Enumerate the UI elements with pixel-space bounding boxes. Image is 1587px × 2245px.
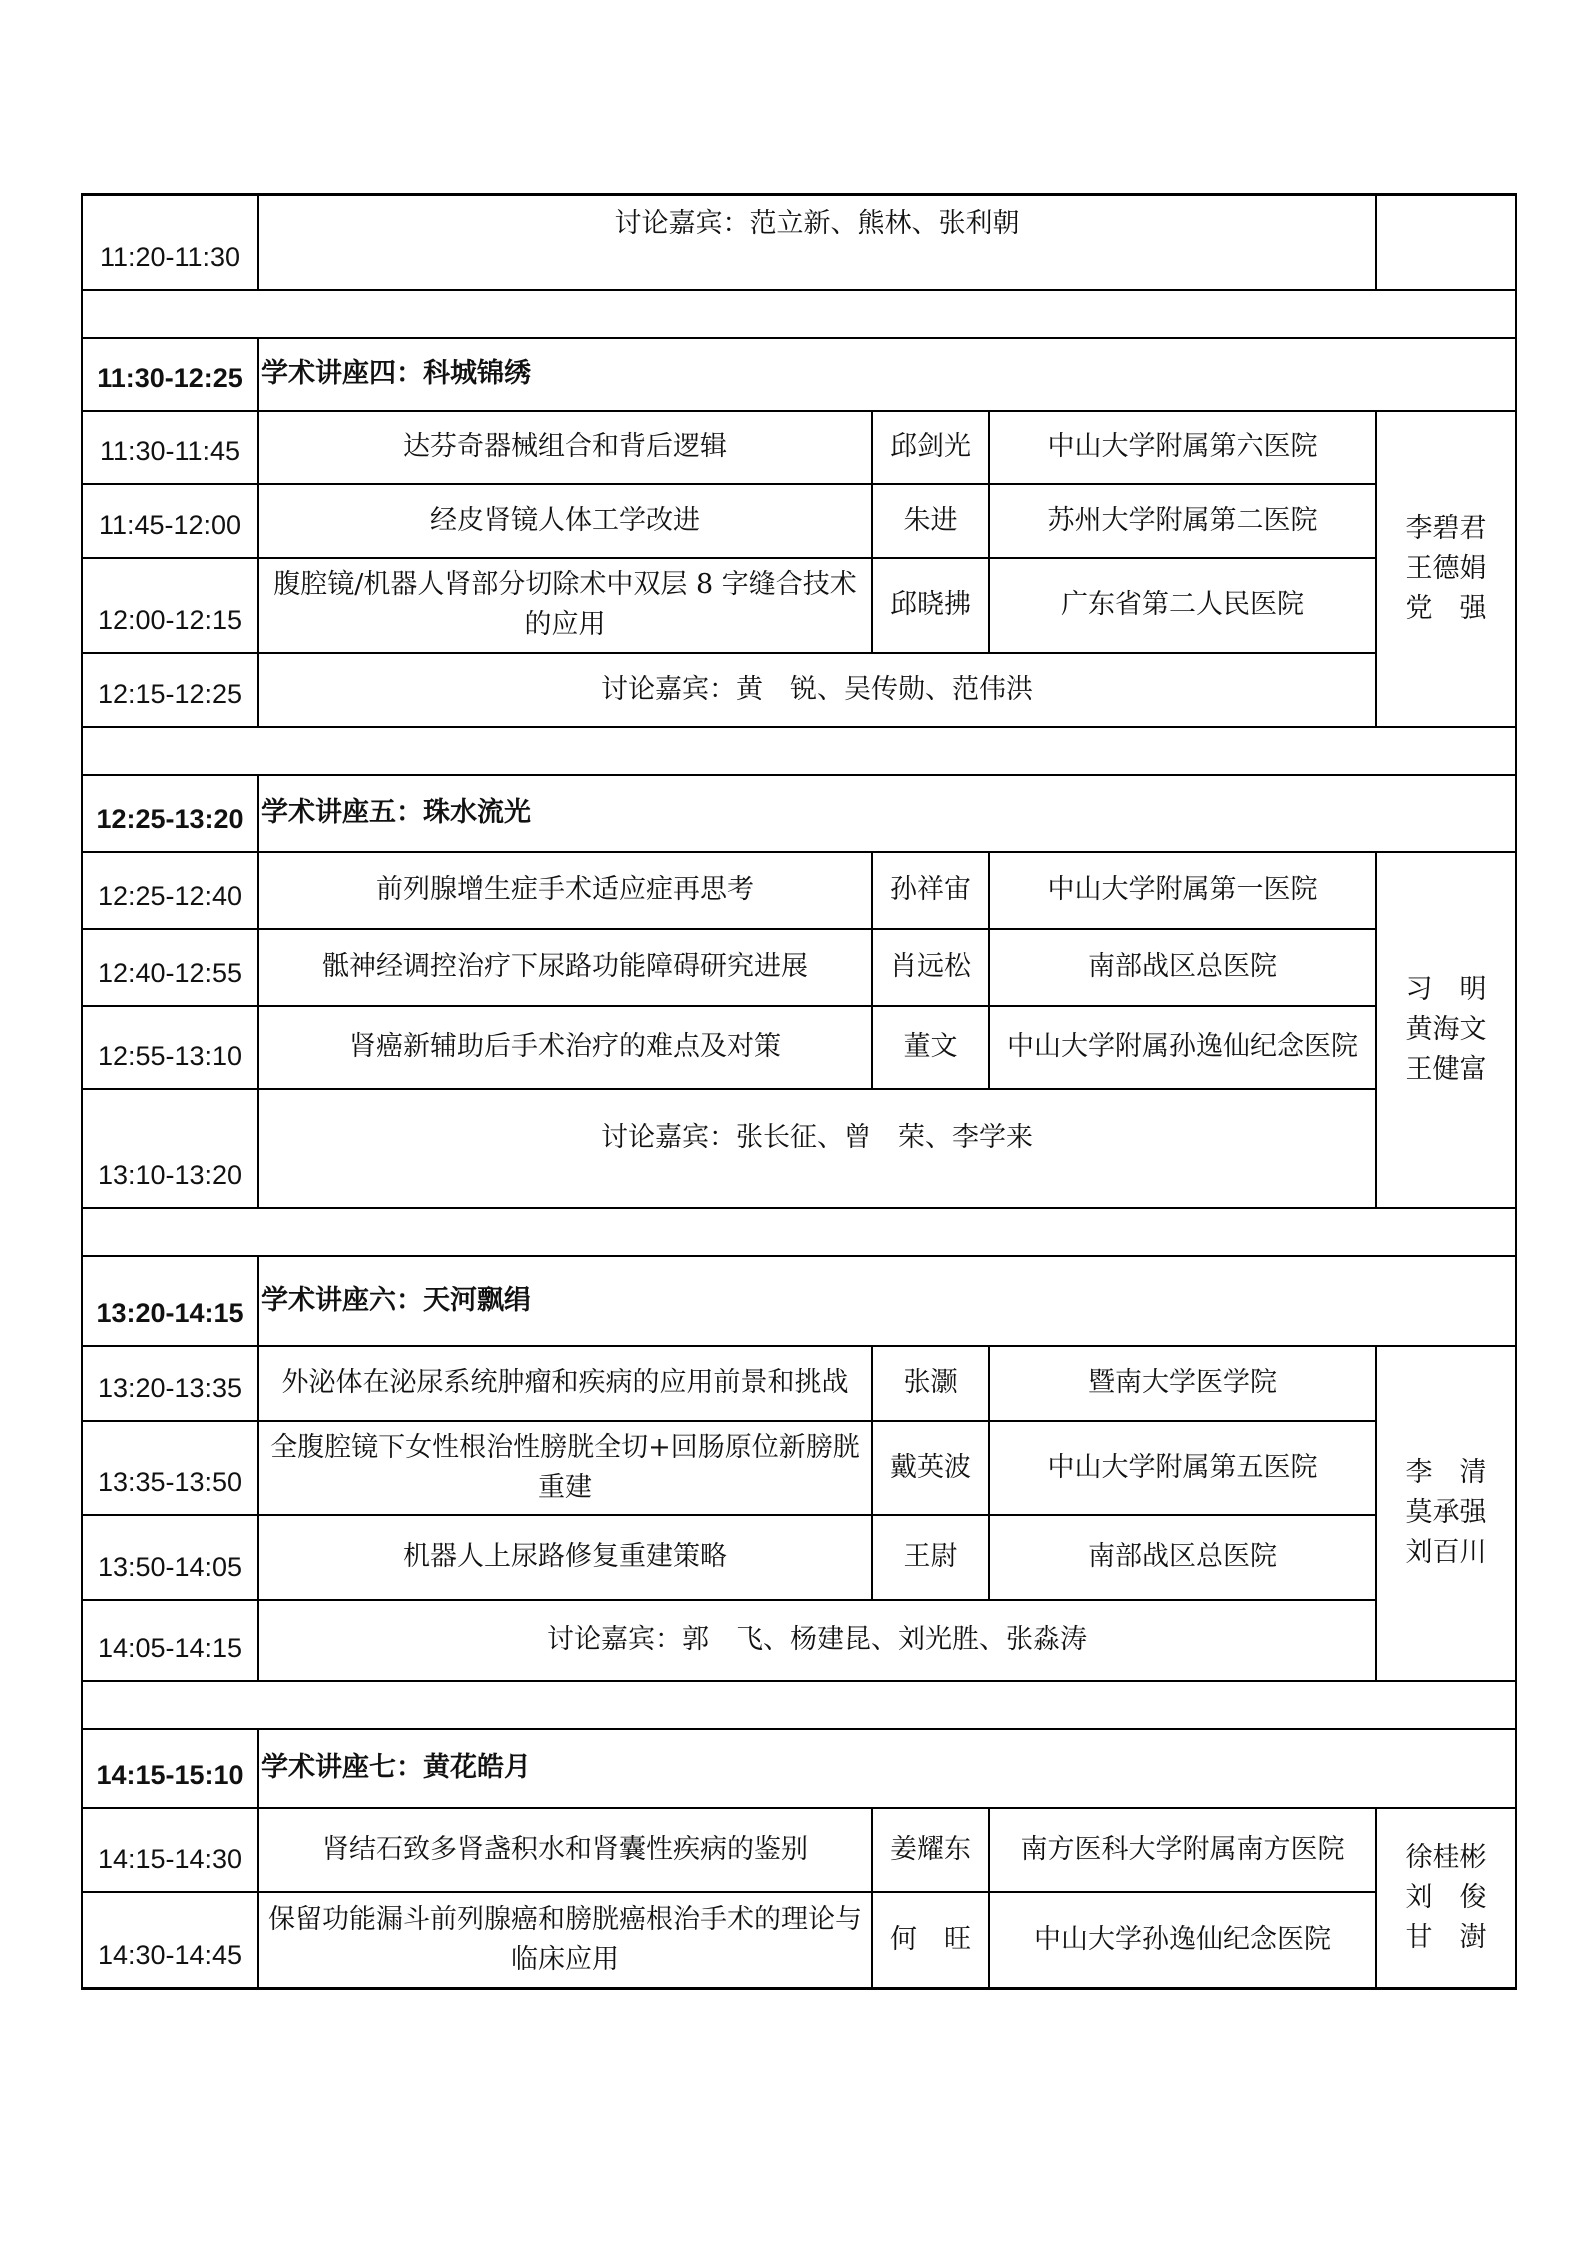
spacer-row [82,727,1516,775]
talk-title: 腹腔镜/机器人肾部分切除术中双层 8 字缝合技术的应用 [258,558,872,653]
table-row [82,1892,1516,1989]
time-cell: 13:20-13:35 [82,1346,258,1421]
table-row [82,411,1516,484]
session-header-row [82,338,1516,411]
spacer-row [82,1208,1516,1256]
moderator-name: 习 明 [1405,973,1487,1005]
time-cell: 12:25-12:40 [82,852,258,929]
time-cell: 13:35-13:50 [82,1421,258,1515]
table-row [82,1515,1516,1600]
speaker-name: 王尉 [872,1515,989,1600]
time-cell: 13:50-14:05 [82,1515,258,1600]
speaker-name: 邱剑光 [872,411,989,484]
table-row [82,1600,1516,1681]
time-cell: 14:05-14:15 [82,1600,258,1681]
hospital-name: 暨南大学医学院 [989,1346,1376,1421]
speaker-name: 姜耀东 [872,1808,989,1892]
moderators-cell [1376,1346,1516,1681]
time-cell: 14:30-14:45 [82,1892,258,1989]
moderator-name: 刘百川 [1405,1537,1487,1568]
hospital-name: 南方医科大学附属南方医院 [989,1808,1376,1892]
speaker-name: 何 旺 [872,1892,989,1989]
session-time: 12:25-13:20 [82,775,258,852]
table-row [82,929,1516,1006]
time-cell: 11:30-11:45 [82,411,258,484]
session-title: 学术讲座七：黄花皓月 [258,1729,1516,1808]
speaker-name: 孙祥宙 [872,852,989,929]
moderator-name: 徐桂彬 [1405,1841,1487,1873]
speaker-name: 朱进 [872,484,989,558]
moderator-name: 刘 俊 [1405,1881,1487,1913]
time-cell: 12:40-12:55 [82,929,258,1006]
hospital-name: 南部战区总医院 [989,929,1376,1006]
hospital-name: 南部战区总医院 [989,1515,1376,1600]
moderator-name: 党 强 [1405,592,1487,624]
talk-title: 机器人上尿路修复重建策略 [258,1515,872,1600]
moderators-cell [1376,852,1516,1208]
discussion-guests: 讨论嘉宾：黄 锐、吴传勋、范伟洪 [258,653,1376,727]
talk-title: 骶神经调控治疗下尿路功能障碍研究进展 [258,929,872,1006]
spacer-row [82,290,1516,338]
talk-title: 外泌体在泌尿系统肿瘤和疾病的应用前景和挑战 [258,1346,872,1421]
talk-title: 前列腺增生症手术适应症再思考 [258,852,872,929]
hospital-name: 苏州大学附属第二医院 [989,484,1376,558]
table-row [82,1089,1516,1208]
time-cell: 12:55-13:10 [82,1006,258,1089]
session-time: 13:20-14:15 [82,1256,258,1346]
talk-title: 肾癌新辅助后手术治疗的难点及对策 [258,1006,872,1089]
session-title: 学术讲座四：科城锦绣 [258,338,1516,411]
session-header-row [82,1256,1516,1346]
hospital-name: 广东省第二人民医院 [989,558,1376,653]
table-row [82,1006,1516,1089]
talk-title: 全腹腔镜下女性根治性膀胱全切+回肠原位新膀胱重建 [258,1421,872,1515]
speaker-name: 张灏 [872,1346,989,1421]
moderators-cell [1376,1808,1516,1989]
table-row [82,852,1516,929]
table-row [82,558,1516,653]
time-cell: 14:15-14:30 [82,1808,258,1892]
session-header-row [82,1729,1516,1808]
discussion-guests: 讨论嘉宾：张长征、曾 荣、李学来 [258,1089,1376,1208]
speaker-name: 戴英波 [872,1421,989,1515]
schedule-table [81,193,1517,1990]
discussion-guests: 讨论嘉宾：郭 飞、杨建昆、刘光胜、张淼涛 [258,1600,1376,1681]
hospital-name: 中山大学附属第六医院 [989,411,1376,484]
session-header-row [82,775,1516,852]
hospital-name: 中山大学附属第一医院 [989,852,1376,929]
speaker-name: 邱晓拂 [872,558,989,653]
table-row [82,653,1516,727]
table-row [82,484,1516,558]
time-cell: 12:00-12:15 [82,558,258,653]
session-time: 14:15-15:10 [82,1729,258,1808]
hospital-name: 中山大学孙逸仙纪念医院 [989,1892,1376,1989]
talk-title: 达芬奇器械组合和背后逻辑 [258,411,872,484]
moderator-name: 莫承强 [1405,1497,1487,1528]
session-time: 11:30-12:25 [82,338,258,411]
time-cell: 13:10-13:20 [82,1089,258,1208]
spacer-row [82,1681,1516,1729]
hospital-name: 中山大学附属孙逸仙纪念医院 [989,1006,1376,1089]
moderator-name: 黄海文 [1405,1013,1487,1045]
moderators-cell [1376,411,1516,727]
time-cell: 11:45-12:00 [82,484,258,558]
time-cell: 12:15-12:25 [82,653,258,727]
table-row [82,1421,1516,1515]
speaker-name: 肖远松 [872,929,989,1006]
moderators-cell [1376,195,1516,290]
session-title: 学术讲座五：珠水流光 [258,775,1516,852]
hospital-name: 中山大学附属第五医院 [989,1421,1376,1515]
talk-title: 肾结石致多肾盏积水和肾囊性疾病的鉴别 [258,1808,872,1892]
time-cell: 11:20-11:30 [82,195,258,290]
moderator-name: 王德娟 [1405,552,1487,584]
session-title: 学术讲座六：天河飘绢 [258,1256,1516,1346]
table-row [82,195,1516,290]
discussion-guests: 讨论嘉宾：范立新、熊林、张利朝 [258,195,1376,290]
talk-title: 经皮肾镜人体工学改进 [258,484,872,558]
moderator-name: 李碧君 [1405,512,1487,544]
table-row [82,1808,1516,1892]
talk-title: 保留功能漏斗前列腺癌和膀胱癌根治手术的理论与临床应用 [258,1892,872,1989]
moderator-name: 李 清 [1405,1457,1487,1488]
table-row [82,1346,1516,1421]
moderator-name: 甘 澍 [1405,1921,1487,1953]
moderator-name: 王健富 [1405,1053,1487,1085]
speaker-name: 董文 [872,1006,989,1089]
